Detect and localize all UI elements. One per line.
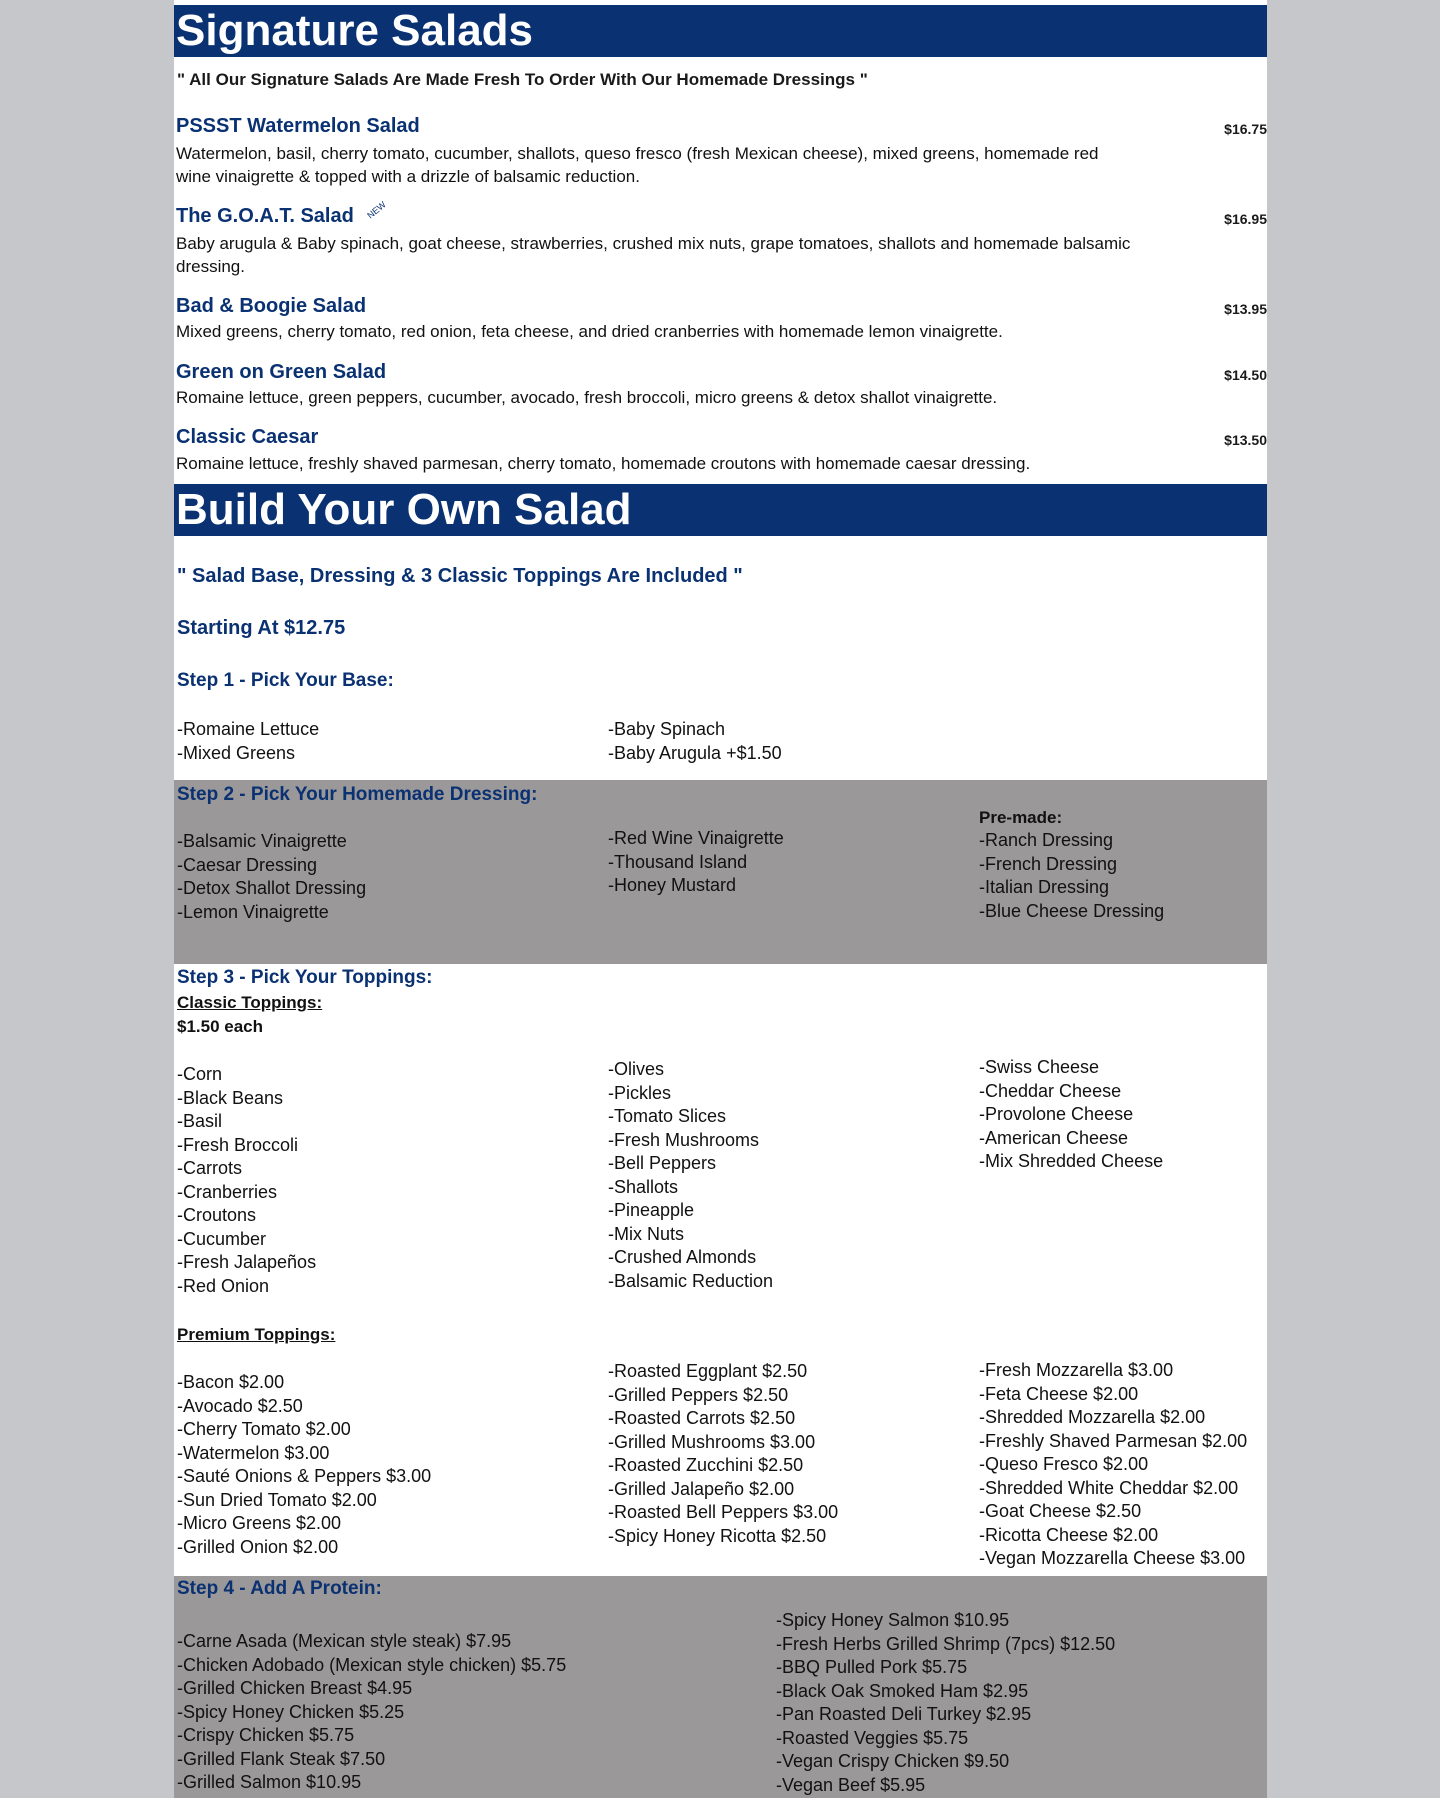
list-item: -Crushed Almonds [608, 1247, 757, 1267]
menu-item-description: Watermelon, basil, cherry tomato, cucumber, shallots, queso fresco (fresh Mexican cheese), mixed greens, homemade red wine vinaigrette & topped with a drizzle of balsamic reduction. [176, 144, 1099, 186]
premade-label: Pre-made: [979, 808, 1063, 827]
list-item: -Roasted Eggplant $2.50 [608, 1361, 808, 1381]
list-item: -Grilled Mushrooms $3.00 [608, 1431, 816, 1452]
list-item: -Fresh Herbs Grilled Shrimp (7pcs) $12.50 [776, 1633, 1116, 1654]
list-item: -American Cheese [979, 1127, 1129, 1148]
list-item: -Pan Roasted Deli Turkey $2.95 [776, 1704, 1032, 1724]
list-item: -Mix Shredded Cheese [979, 1151, 1164, 1171]
menu-item-name: Bad & Boogie Salad [176, 295, 367, 317]
list-item: -Fresh Mozzarella $3.00 [979, 1360, 1174, 1380]
classic-toppings-col3 [979, 1056, 1163, 1174]
list-item: -Sun Dried Tomato $2.00 [177, 1489, 377, 1510]
step2-title: Step 2 - Pick Your Homemade Dressing: [177, 784, 538, 805]
list-item: -Shredded Mozzarella $2.00 [979, 1407, 1206, 1427]
list-item: -Chicken Adobado (Mexican style chicken) $5.75 [177, 1654, 567, 1675]
classic-toppings-col2 [608, 1058, 773, 1293]
list-item: -Cheddar Cheese [979, 1080, 1122, 1101]
list-item: -Balsamic Vinaigrette [177, 831, 347, 851]
list-item: -French Dressing [979, 853, 1118, 874]
list-item: -Spicy Honey Ricotta $2.50 [608, 1525, 827, 1546]
list-item: -Freshly Shaved Parmesan $2.00 [979, 1430, 1248, 1451]
base-list-col1 [177, 718, 319, 765]
premium-toppings-col1 [177, 1371, 431, 1559]
list-item: -Black Oak Smoked Ham $2.95 [776, 1680, 1029, 1701]
premium-toppings-col2 [608, 1360, 838, 1548]
list-item: -Basil [177, 1111, 223, 1131]
list-item: -Shredded White Cheddar $2.00 [979, 1477, 1239, 1498]
list-item: -Baby Spinach [608, 719, 726, 739]
list-item: -Pickles [608, 1082, 672, 1103]
list-item: -Ricotta Cheese $2.00 [979, 1524, 1159, 1545]
list-item: -Swiss Cheese [979, 1057, 1100, 1077]
classic-toppings-label: Classic Toppings: [177, 993, 323, 1012]
menu-item-name-text: The G.O.A.T. Salad [176, 205, 354, 227]
list-item: -Watermelon $3.00 [177, 1442, 330, 1463]
list-item: -Grilled Peppers $2.50 [608, 1384, 789, 1405]
list-item: -Carne Asada (Mexican style steak) $7.95 [177, 1631, 512, 1651]
menu-item-description: Romaine lettuce, green peppers, cucumber, avocado, fresh broccoli, micro greens & detox shallot vinaigrette. [176, 388, 998, 407]
list-item: -Black Beans [177, 1087, 284, 1108]
classic-toppings-col1 [177, 1063, 316, 1298]
list-item: -Roasted Carrots $2.50 [608, 1408, 796, 1428]
list-item: -Olives [608, 1059, 665, 1079]
premium-toppings-label: Premium Toppings: [177, 1325, 336, 1344]
list-item: -Lemon Vinaigrette [177, 901, 329, 922]
list-item: -Bell Peppers [608, 1153, 717, 1173]
list-item: -Balsamic Reduction [608, 1270, 774, 1291]
list-item: -Roasted Veggies $5.75 [776, 1727, 969, 1748]
signature-salads-banner: Signature Salads [174, 5, 1267, 57]
list-item: -Mix Nuts [608, 1223, 684, 1244]
build-your-own-banner: Build Your Own Salad [174, 484, 1267, 536]
list-item: -Crispy Chicken $5.75 [177, 1725, 355, 1745]
menu-page [174, 0, 1267, 1798]
protein-list-col1 [177, 1630, 566, 1795]
starting-price: Starting At $12.75 [177, 617, 346, 639]
list-item: -Fresh Mushrooms [608, 1129, 760, 1150]
list-item: -Italian Dressing [979, 877, 1110, 897]
list-item: -Carrots [177, 1158, 243, 1178]
menu-item-price: $16.95 [1224, 211, 1267, 227]
list-item: -Baby Arugula +$1.50 [608, 742, 782, 763]
menu-item-description: Baby arugula & Baby spinach, goat cheese, strawberries, crushed mix nuts, grape tomatoes, shallots and homemade balsamic dressing. [176, 234, 1131, 276]
list-item: -Provolone Cheese [979, 1104, 1134, 1124]
list-item: -Grilled Onion $2.00 [177, 1536, 339, 1557]
menu-item-name: Green on Green Salad [176, 361, 387, 383]
list-item: -Roasted Zucchini $2.50 [608, 1455, 804, 1475]
list-item: -Romaine Lettuce [177, 719, 320, 739]
list-item: -Spicy Honey Salmon $10.95 [776, 1610, 1010, 1630]
list-item: -Cranberries [177, 1181, 278, 1202]
list-item: -Queso Fresco $2.00 [979, 1454, 1149, 1474]
menu-item-name: PSSST Watermelon Salad [176, 115, 420, 137]
list-item: -Bacon $2.00 [177, 1372, 285, 1392]
list-item: -Mixed Greens [177, 742, 296, 763]
list-item: -Fresh Broccoli [177, 1134, 299, 1155]
premium-toppings-col3 [979, 1359, 1247, 1571]
protein-list-col2 [776, 1609, 1115, 1797]
list-item: -BBQ Pulled Pork $5.75 [776, 1657, 968, 1677]
classic-toppings-price: $1.50 each [177, 1017, 264, 1036]
list-item: -Sauté Onions & Peppers $3.00 [177, 1466, 432, 1486]
list-item: -Croutons [177, 1205, 257, 1225]
list-item: -Red Wine Vinaigrette [608, 828, 784, 848]
list-item: -Cherry Tomato $2.00 [177, 1419, 351, 1439]
dressing-list-col2 [608, 827, 784, 898]
signature-tagline: " All Our Signature Salads Are Made Fresh To Order With Our Homemade Dressings " [177, 70, 868, 89]
step4-title: Step 4 - Add A Protein: [177, 1578, 382, 1599]
menu-item-price: $16.75 [1224, 121, 1267, 137]
list-item: -Feta Cheese $2.00 [979, 1383, 1139, 1404]
list-item: -Grilled Jalapeño $2.00 [608, 1478, 795, 1499]
list-item: -Ranch Dressing [979, 830, 1114, 850]
list-item: -Detox Shallot Dressing [177, 878, 367, 898]
list-item: -Avocado $2.50 [177, 1395, 303, 1416]
menu-item-description: Mixed greens, cherry tomato, red onion, feta cheese, and dried cranberries with homemade lemon vinaigrette. [176, 322, 1003, 341]
list-item: -Vegan Beef $5.95 [776, 1774, 926, 1795]
step1-title: Step 1 - Pick Your Base: [177, 670, 394, 691]
list-item: -Tomato Slices [608, 1106, 727, 1126]
list-item: -Goat Cheese $2.50 [979, 1501, 1142, 1521]
list-item: -Honey Mustard [608, 875, 737, 895]
list-item: -Micro Greens $2.00 [177, 1513, 342, 1533]
list-item: -Grilled Chicken Breast $4.95 [177, 1678, 413, 1698]
list-item: -Corn [177, 1064, 223, 1084]
dressing-list-col1 [177, 830, 366, 924]
base-list-col2 [608, 718, 782, 765]
list-item: -Grilled Flank Steak $7.50 [177, 1748, 386, 1769]
dressing-list-col3 [979, 829, 1164, 923]
list-item: -Vegan Crispy Chicken $9.50 [776, 1751, 1010, 1771]
list-item: -Blue Cheese Dressing [979, 900, 1165, 921]
menu-item-price: $13.95 [1224, 301, 1267, 317]
menu-item-name [176, 199, 388, 228]
new-badge: NEW [365, 199, 388, 221]
list-item: -Grilled Salmon $10.95 [177, 1772, 362, 1792]
menu-item-name: Classic Caesar [176, 426, 319, 448]
list-item: -Cucumber [177, 1228, 267, 1249]
menu-item-description: Romaine lettuce, freshly shaved parmesan, cherry tomato, homemade croutons with homemade caesar dressing. [176, 454, 1031, 473]
menu-item-price: $14.50 [1224, 367, 1267, 383]
menu-item-price: $13.50 [1224, 432, 1267, 448]
list-item: -Thousand Island [608, 851, 748, 872]
list-item: -Pineapple [608, 1200, 695, 1220]
list-item: -Roasted Bell Peppers $3.00 [608, 1502, 839, 1522]
list-item: -Fresh Jalapeños [177, 1252, 317, 1272]
list-item: -Red Onion [177, 1275, 270, 1296]
build-tagline: " Salad Base, Dressing & 3 Classic Toppings Are Included " [177, 565, 743, 587]
list-item: -Vegan Mozzarella Cheese $3.00 [979, 1548, 1246, 1568]
list-item: -Caesar Dressing [177, 854, 318, 875]
list-item: -Spicy Honey Chicken $5.25 [177, 1701, 405, 1722]
list-item: -Shallots [608, 1176, 679, 1197]
step3-title: Step 3 - Pick Your Toppings: [177, 967, 433, 988]
